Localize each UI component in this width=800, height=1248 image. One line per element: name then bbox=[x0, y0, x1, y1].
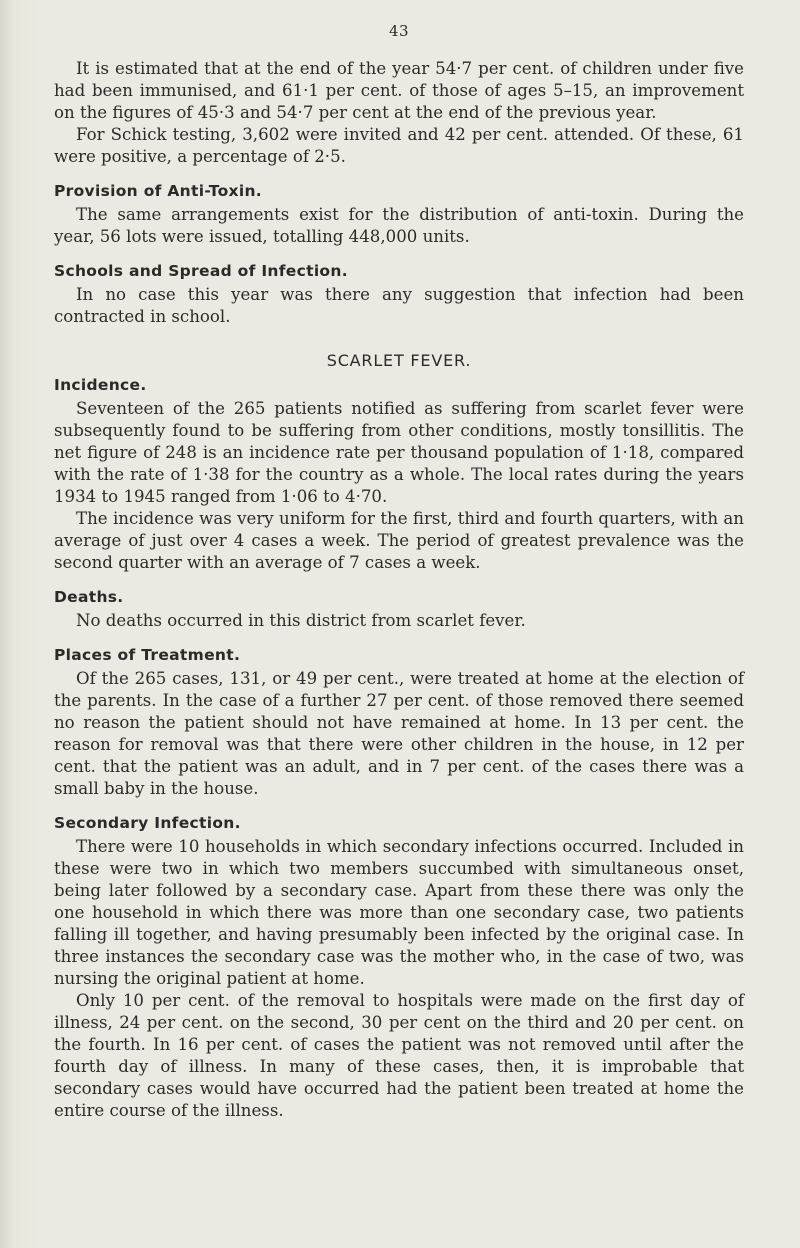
page-number: 43 bbox=[388, 22, 410, 40]
paragraph-anti-toxin: The same arrangements exist for the distribution of anti-toxin. During the year, 56 lots were issued, totalling 448,000 units. bbox=[54, 205, 744, 246]
heading-places-of-treatment: Places of Treatment. bbox=[54, 646, 241, 664]
paragraph-schick-testing: For Schick testing, 3,602 were invited and 42 per cent. attended. Of these, 61 were positive, a percentage of 2·5. bbox=[54, 125, 744, 166]
paragraph-deaths: No deaths occurred in this district from scarlet fever. bbox=[76, 611, 526, 630]
paragraph-incidence-1: Seventeen of the 265 patients notified as suffering from scarlet fever were subsequently found to be suffering from other conditions, mostly tonsillitis. The net figure of 248 is an incidence rate per thousand population of 1·18, compared with the rate of 1·38 for the country as a whole. The local rates during the years 1934 to 1945 ranged from 1·06 to 4·70. bbox=[54, 399, 744, 506]
heading-schools: Schools and Spread of Infection. bbox=[54, 262, 348, 280]
section-title-scarlet-fever: SCARLET FEVER. bbox=[326, 351, 472, 370]
paragraph-secondary-1: There were 10 households in which secondary infections occurred. Included in these were two in which two members succumbed with simultaneous onset, being later followed by a secondary case. Apart from these there was only the one household in which there was more than one secondary case, two patients falling ill together, and having presumably been infected by the original case. In three instances the secondary case was the mother who, in the case of two, was nursing the original patient at home. bbox=[54, 837, 744, 988]
paragraph-treatment: Of the 265 cases, 131, or 49 per cent., were treated at home at the election of the parents. In the case of a further 27 per cent. of those removed there seemed no reason the patient should not have remained at home. In 13 per cent. the reason for removal was that there were other children in the house, in 12 per cent. that the patient was an adult, and in 7 per cent. of the cases there was a small baby in the house. bbox=[54, 669, 744, 798]
heading-secondary-infection: Secondary Infection. bbox=[54, 814, 241, 832]
paragraph-immunisation: It is estimated that at the end of the year 54·7 per cent. of children under five had been immunised, and 61·1 per cent. of those of ages 5–15, an improvement on the figures of 45·3 and 54·7 per cent at the end of the previous year. bbox=[54, 59, 744, 122]
heading-incidence: Incidence. bbox=[54, 376, 147, 394]
paragraph-secondary-2: Only 10 per cent. of the removal to hospitals were made on the first day of illness, 24 per cent. on the second, 30 per cent on the third and 20 per cent. on the fourth. In 16 per cent. of cases the patient was not removed until after the fourth day of illness. In many of these cases, then, it is improbable that secondary cases would have occurred had the patient been treated at home the entire course of the illness. bbox=[54, 991, 744, 1120]
heading-anti-toxin: Provision of Anti-Toxin. bbox=[54, 182, 262, 200]
paragraph-incidence-2: The incidence was very uniform for the first, third and fourth quarters, with an average of just over 4 cases a week. The period of greatest prevalence was the second quarter with an average of 7 cases a week. bbox=[54, 509, 744, 572]
heading-deaths: Deaths. bbox=[54, 588, 124, 606]
page-content bbox=[54, 20, 744, 1122]
paragraph-schools: In no case this year was there any suggestion that infection had been contracted in school. bbox=[54, 285, 744, 326]
